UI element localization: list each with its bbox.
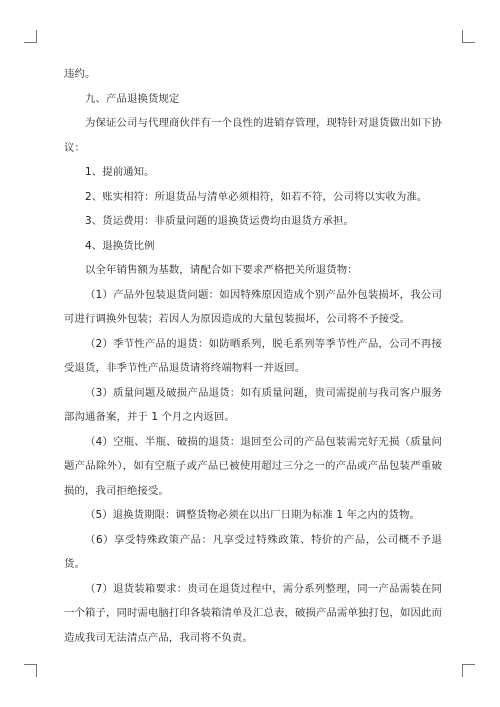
sub-list-item: （5）退换货期限：调整货物必须在以出厂日期为标准 1 年之内的货物。: [85, 509, 420, 521]
list-item: 2、账实相符：所退货品与清单必须相符，如若不符，公司将以实收为准。: [85, 190, 428, 203]
sub-list-item: （7）退货装箱要求：贵司在退货过程中，需分系列整理，同一产品需装在同一个箱子，同时需电脑打印各装箱清单及汇总表，破损产品需单独打包，如因此而造成我司无法清点产品，我司将不负责。: [64, 582, 442, 644]
paragraph: 以全年销售额为基数，请配合如下要求严格把关所退货物：: [85, 264, 358, 276]
sub-list-item: （3）质量问题及破损产品退货：如有质量问题，贵司需提前与我司客户服务部沟通备案，并于 1 个月之内返回。: [64, 386, 442, 423]
crop-mark-top-right: [462, 30, 475, 43]
sub-list-item: （6）享受特殊政策产品：凡享受过特殊政策、特价的产品，公司概不予退货。: [64, 533, 442, 570]
crop-mark-top-left: [24, 30, 37, 43]
sub-list-item: （1）产品外包装退货问题：如因特殊原因造成个别产品外包装损坏，我公司可进行调换外包装；若因人为原因造成的大量包装损坏，公司将不予接受。: [64, 288, 442, 325]
sub-list-item: （4）空瓶、半瓶、破损的退货：退回至公司的产品包装需完好无损（质量问题产品除外），如有空瓶子或产品已被使用超过三分之一的产品或产品包装严重破损的，我司拒绝接受。: [64, 435, 442, 497]
crop-mark-bottom-right: [462, 664, 475, 677]
section-heading: 九、产品退换货规定: [85, 92, 180, 105]
list-item: 3、货运费用：非质量问题的退换货运费均由退货方承担。: [85, 215, 354, 227]
document-body: [64, 62, 442, 650]
crop-mark-bottom-left: [24, 664, 37, 677]
paragraph: 为保证公司与代理商伙伴有一个良性的进销存管理，现特针对退货做出如下协议：: [64, 117, 442, 154]
paragraph: 违约。: [64, 68, 96, 80]
list-item: 4、退换货比例: [85, 239, 155, 252]
list-item: 1、提前通知。: [85, 166, 155, 178]
sub-list-item: （2）季节性产品的退货：如防晒系列，脱毛系列等季节性产品，公司不再接受退货，非季节性产品退货请将终端物料一并返回。: [64, 337, 442, 374]
